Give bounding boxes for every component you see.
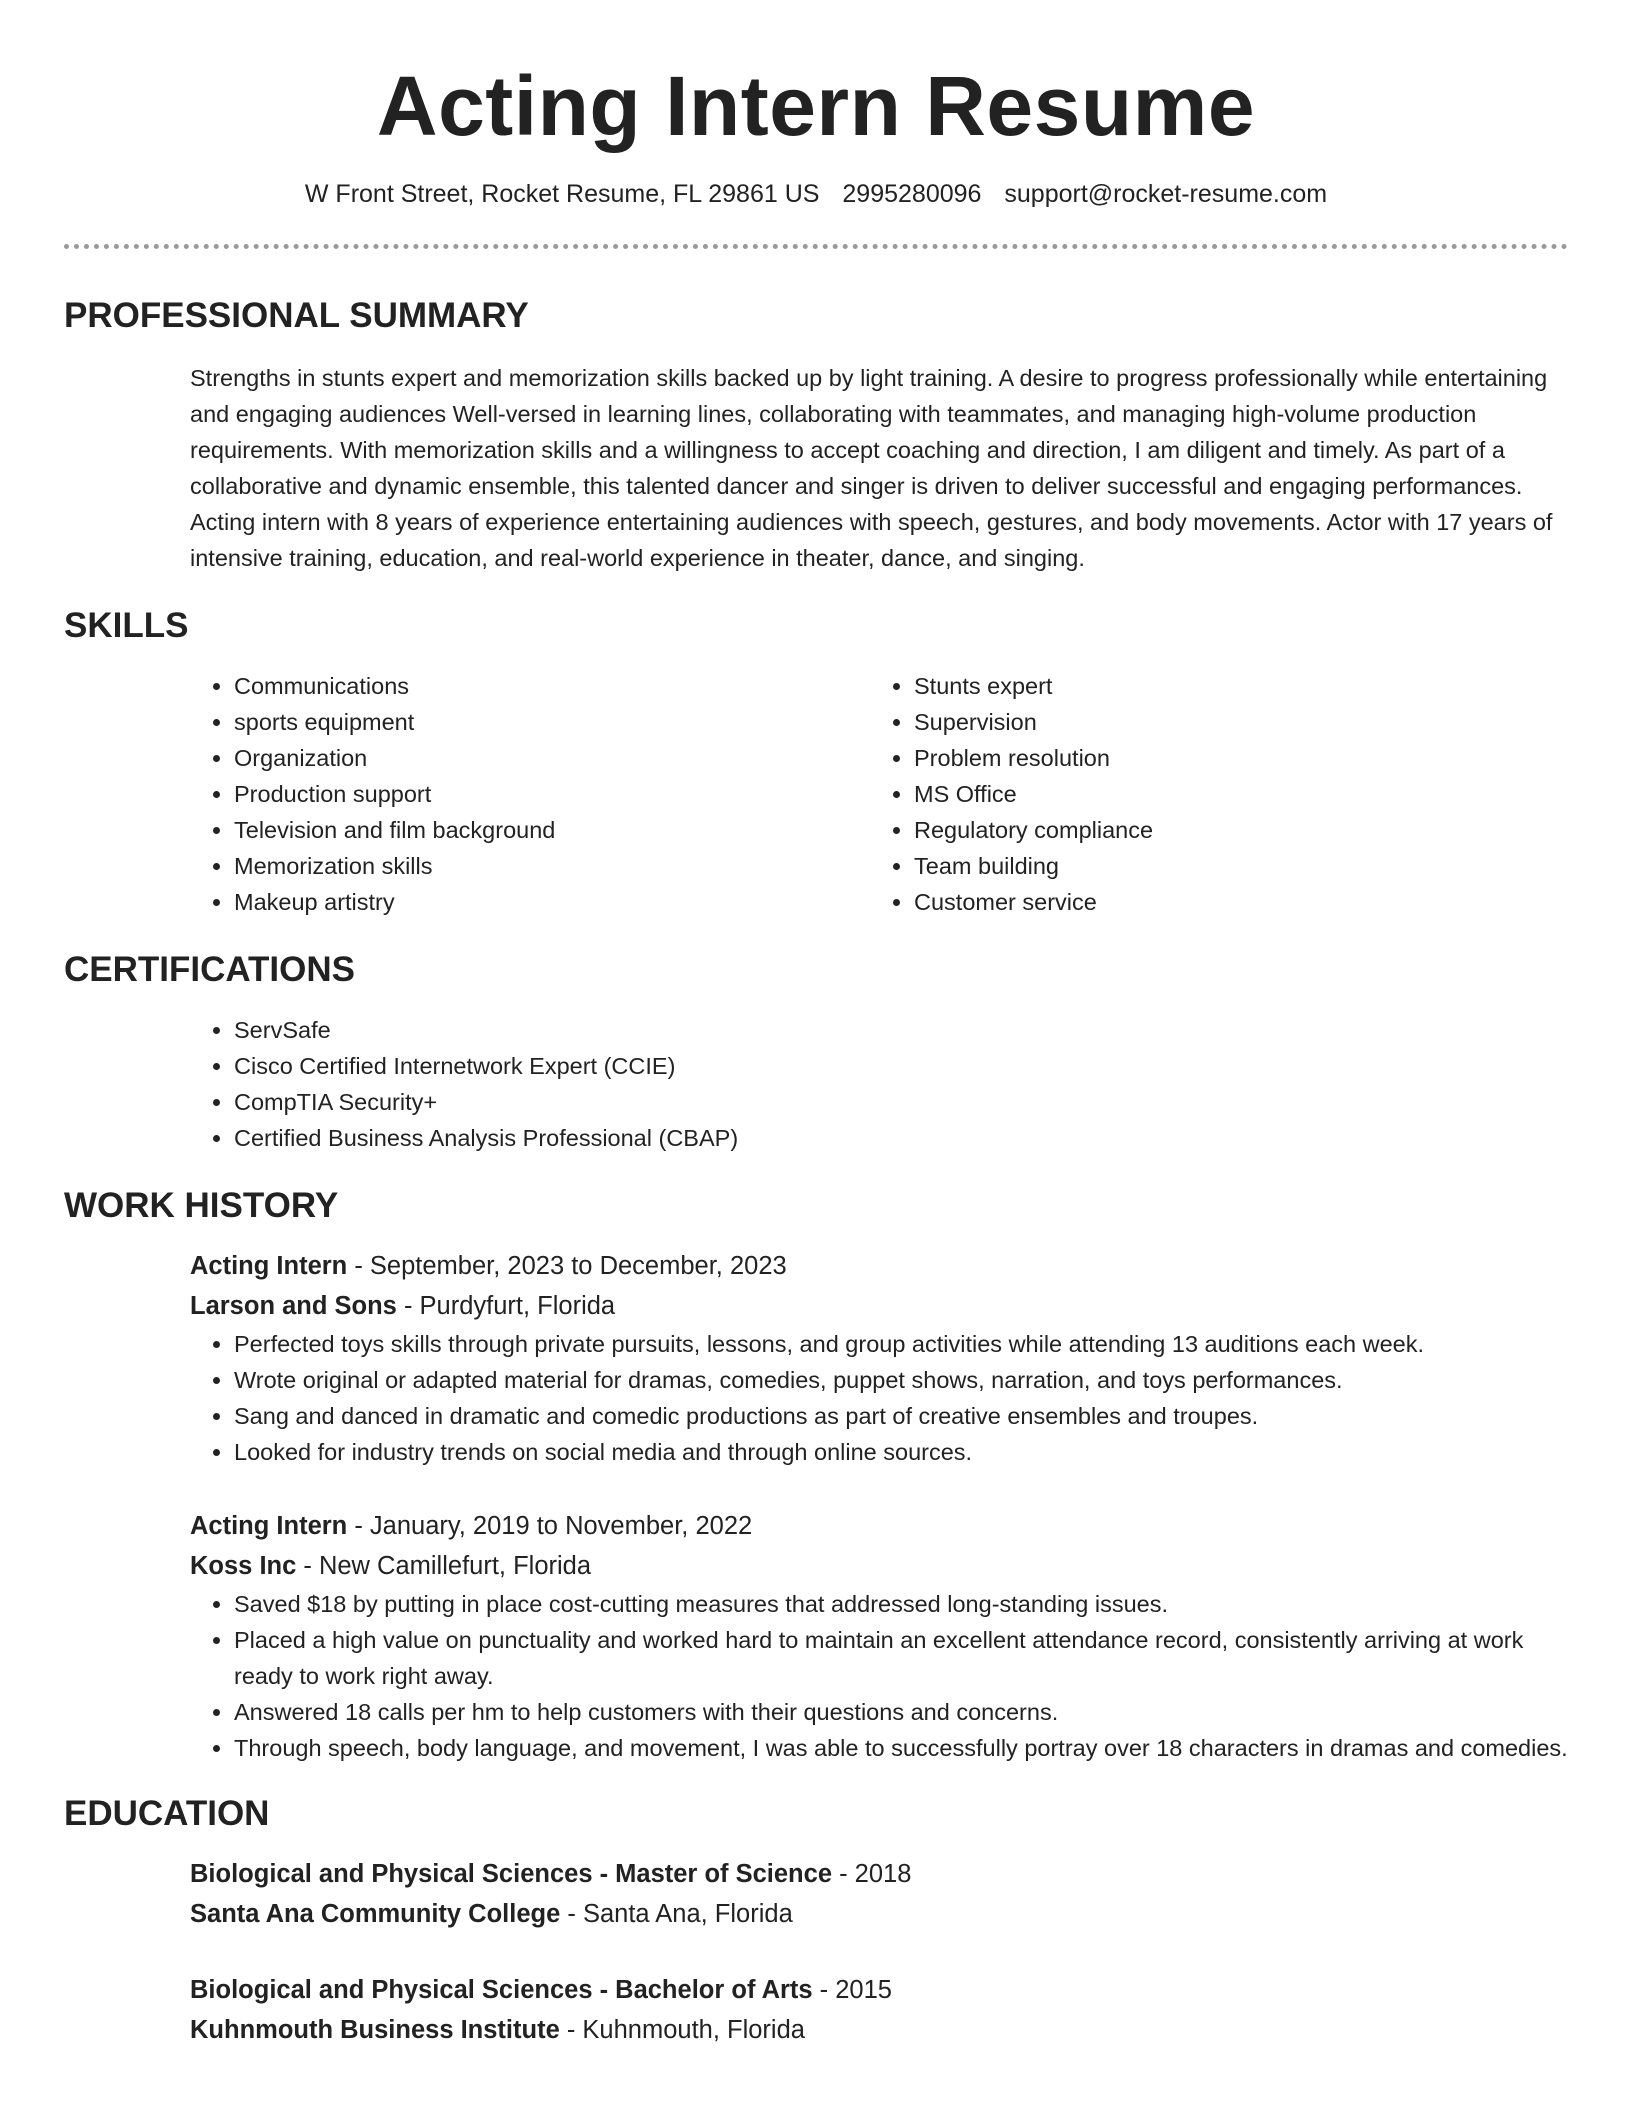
skill-item: • Stunts expert [914, 668, 1550, 704]
job-title: Acting Intern [190, 1512, 348, 1540]
job-dates: - September, 2023 to December, 2023 [347, 1252, 787, 1280]
job-bullet: • Wrote original or adapted material for dramas, comedies, puppet shows, narration, and toys performances. [234, 1362, 1568, 1398]
education-location: - Kuhnmouth, Florida [559, 2016, 805, 2044]
header-divider [64, 244, 1568, 249]
summary-heading: PROFESSIONAL SUMMARY [64, 296, 529, 335]
contact-phone: 2995280096 [842, 180, 982, 208]
job-bullet: • Through speech, body language, and movement, I was able to successfully portray over 18 characters in dramas and comedies. [234, 1730, 1568, 1766]
job-dates: - January, 2019 to November, 2022 [347, 1512, 753, 1540]
skill-item: • Makeup artistry [234, 884, 870, 920]
job-entry [190, 1506, 1568, 1766]
education-section [64, 1792, 1568, 2050]
job-company-line [190, 1286, 1568, 1326]
contact-email: support@rocket-resume.com [1004, 180, 1328, 208]
summary-text: Strengths in stunts expert and memorization skills backed up by light training. A desire to progress professionally while entertaining and engaging audiences Well-versed in learning lines, collaborating with teammates, and managing high-volume production requirements. With memorization skills and a willingness to accept coaching and direction, I am diligent and timely. As part of a collaborative and dynamic ensemble, this talented dancer and singer is driven to deliver successful and engaging performances. Acting intern with 8 years of experience entertaining audiences with speech, gestures, and body movements. Actor with 17 years of intensive training, education, and real-world experience in theater, dance, and singing. [190, 365, 1553, 571]
skill-item: • Communications [234, 668, 870, 704]
certification-item: • Cisco Certified Internetwork Expert (CCIE) [234, 1048, 1568, 1084]
skill-item: • Television and film background [234, 812, 870, 848]
certification-item: • CompTIA Security+ [234, 1084, 1568, 1120]
skills-column-right [870, 668, 1550, 920]
work-history-heading: WORK HISTORY [64, 1186, 339, 1225]
job-company: Larson and Sons [190, 1292, 397, 1320]
job-location: - Purdyfurt, Florida [396, 1292, 616, 1320]
job-company-line [190, 1546, 1568, 1586]
education-heading: EDUCATION [64, 1794, 270, 1833]
job-bullets [190, 1586, 1568, 1766]
job-entry [190, 1246, 1568, 1470]
education-degree: Biological and Physical Sciences - Bachelor of Arts [190, 1976, 813, 2004]
contact-line [64, 178, 1568, 210]
education-school-line [190, 1894, 1568, 1934]
job-bullet: • Saved $18 by putting in place cost-cutting measures that addressed long-standing issues. [234, 1586, 1568, 1622]
job-title-line [190, 1506, 1568, 1546]
education-degree: Biological and Physical Sciences - Master of Science [190, 1860, 832, 1888]
skill-item: • MS Office [914, 776, 1550, 812]
skill-item: • Problem resolution [914, 740, 1550, 776]
education-school-line [190, 2010, 1568, 2050]
skill-item: • sports equipment [234, 704, 870, 740]
job-bullet: • Answered 18 calls per hm to help customers with their questions and concerns. [234, 1694, 1568, 1730]
skills-column-left [190, 668, 870, 920]
job-title-line [190, 1246, 1568, 1286]
skill-item: • Supervision [914, 704, 1550, 740]
education-year: - 2015 [812, 1976, 892, 2004]
job-bullet: • Perfected toys skills through private pursuits, lessons, and group activities while attending 13 auditions each week. [234, 1326, 1568, 1362]
certifications-heading: CERTIFICATIONS [64, 950, 356, 989]
certification-item: • ServSafe [234, 1012, 1568, 1048]
work-history-body [190, 1246, 1568, 1766]
education-degree-line [190, 1854, 1568, 1894]
skill-item: • Team building [914, 848, 1550, 884]
education-entry [190, 1970, 1568, 2050]
skills-body [190, 668, 1568, 920]
certification-item: • Certified Business Analysis Professional (CBAP) [234, 1120, 1568, 1156]
summary-section [64, 294, 1568, 576]
resume-page [64, 0, 1568, 2050]
resume-title: Acting Intern Resume [376, 59, 1256, 153]
skills-section [64, 604, 1568, 920]
job-bullet: • Placed a high value on punctuality and worked hard to maintain an excellent attendance record, consistently arriving at work ready to work right away. [234, 1622, 1568, 1694]
skill-item: • Production support [234, 776, 870, 812]
skills-heading: SKILLS [64, 606, 189, 645]
job-bullet: • Sang and danced in dramatic and comedic productions as part of creative ensembles and troupes. [234, 1398, 1568, 1434]
job-location: - New Camillefurt, Florida [296, 1552, 592, 1580]
education-school: Kuhnmouth Business Institute [190, 2016, 560, 2044]
job-company: Koss Inc [190, 1552, 297, 1580]
job-title: Acting Intern [190, 1252, 348, 1280]
education-degree-line [190, 1970, 1568, 2010]
job-bullet: • Looked for industry trends on social media and through online sources. [234, 1434, 1568, 1470]
education-location: - Santa Ana, Florida [560, 1900, 793, 1928]
contact-address: W Front Street, Rocket Resume, FL 29861 US [304, 180, 820, 208]
job-bullets [190, 1326, 1568, 1470]
education-school: Santa Ana Community College [190, 1900, 561, 1928]
certifications-body [190, 1012, 1568, 1156]
education-entry [190, 1854, 1568, 1934]
skill-item: • Regulatory compliance [914, 812, 1550, 848]
education-body [190, 1854, 1568, 2050]
skills-grid [190, 668, 1568, 920]
summary-body [190, 360, 1568, 576]
skill-item: • Organization [234, 740, 870, 776]
certifications-section [64, 948, 1568, 1156]
work-history-section [64, 1184, 1568, 1766]
skill-item: • Memorization skills [234, 848, 870, 884]
skill-item: • Customer service [914, 884, 1550, 920]
education-year: - 2018 [832, 1860, 912, 1888]
